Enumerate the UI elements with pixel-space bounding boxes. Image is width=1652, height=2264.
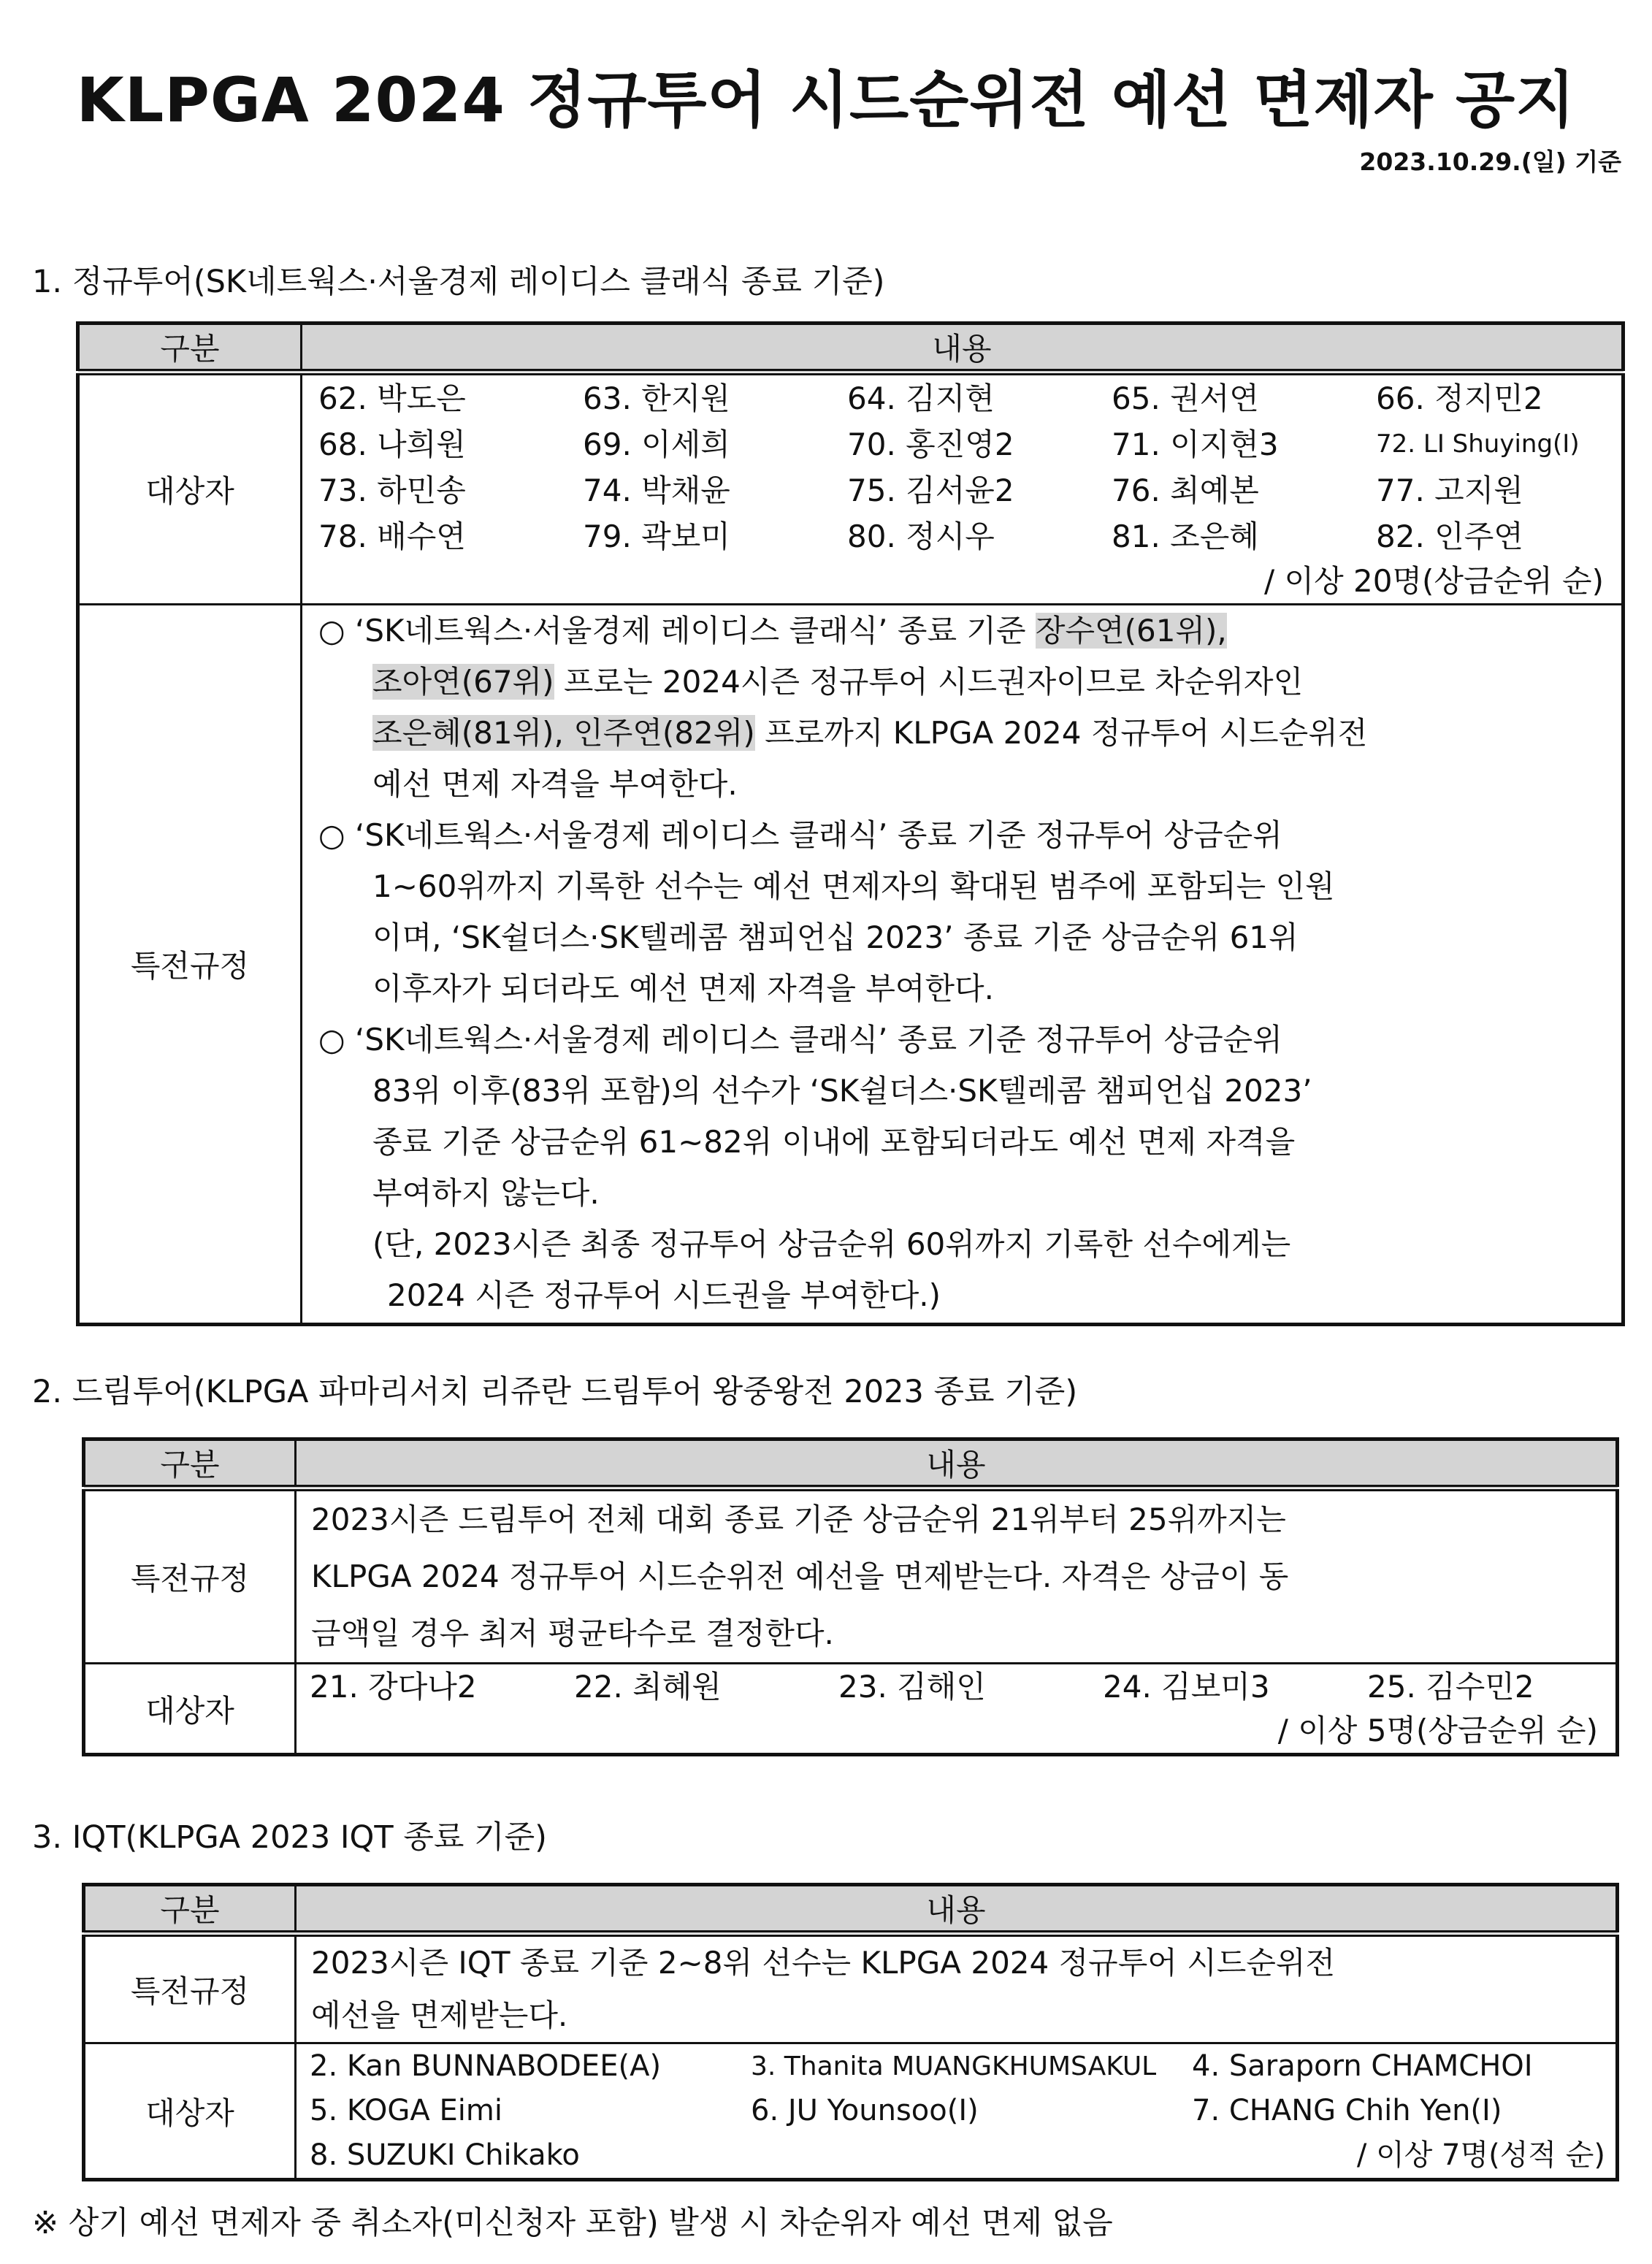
list-item: 80. 정시우 [847,519,995,554]
list-item: 79. 곽보미 [583,519,730,554]
targets-label: 대상자 [84,2043,296,2180]
list-item: 82. 인주연 [1376,519,1523,554]
player-list [297,1664,1615,1709]
column-header-category: 구분 [84,1885,296,1934]
reference-date: 2023.10.29.(일) 기준 [1359,148,1621,176]
rules-label: 특전규정 [78,605,302,1325]
rule-text: 프로는 2024시즌 정규투어 시드권자이므로 차순위자인 [554,664,1304,700]
targets-row [84,2043,1618,2180]
section2-table [82,1437,1619,1756]
rule-text: 2023시즌 드림투어 전체 대회 종료 기준 상금순위 21위부터 25위까지는 [311,1502,1286,1537]
list-item: 62. 박도은 [318,380,466,416]
rule-text: 부여하지 않는다. [372,1175,600,1211]
section3-table [82,1883,1619,2181]
targets-cell [302,372,1624,605]
list-item: 4. Saraporn CHAMCHOI [1192,2049,1533,2083]
list-item: 3. Thanita MUANGKHUMSAKUL [751,2051,1157,2081]
table-header-row [84,1439,1618,1488]
column-header-content: 내용 [296,1439,1618,1488]
targets-label: 대상자 [78,372,302,605]
rules-cell [302,605,1624,1325]
list-item: 78. 배수연 [318,519,466,554]
targets-total: / 이상 7명(성적 순) [1356,2138,1605,2172]
targets-total: / 이상 20명(상금순위 순) [1264,563,1604,599]
rules-row [84,1934,1618,2043]
rule-text: ○ ‘SK네트웍스·서울경제 레이디스 클래식’ 종료 기준 정규투어 상금순위 [318,817,1282,853]
list-item: 74. 박채윤 [583,473,730,508]
highlighted-text: 조아연(67위) [372,664,554,700]
list-item: 81. 조은혜 [1112,519,1259,554]
rule-text: KLPGA 2024 정규투어 시드순위전 예선을 면제받는다. 자격은 상금이 동 [311,1559,1289,1594]
list-item: 64. 김지현 [847,380,995,416]
rule-text: 2023시즌 IQT 종료 기준 2~8위 선수는 KLPGA 2024 정규투어 시드순위전 [311,1945,1336,1981]
list-item: 66. 정지민2 [1376,380,1543,416]
list-item: 63. 한지원 [583,380,730,416]
list-item: 76. 최예본 [1112,473,1259,508]
targets-row [78,372,1624,605]
highlighted-text: 조은혜(81위), 인주연(82위) [372,715,755,751]
targets-cell [296,1664,1618,1755]
rule-text: 83위 이후(83위 포함)의 선수가 ‘SK쉴더스·SK텔레콤 챔피언십 2023’ [372,1073,1312,1109]
list-item: 7. CHANG Chih Yen(I) [1192,2094,1502,2127]
list-item: 65. 권서연 [1112,380,1259,416]
table-header-row [84,1885,1618,1934]
section1-heading: 1. 정규투어(SK네트웍스·서울경제 레이디스 클래식 종료 기준) [32,264,885,300]
targets-label: 대상자 [84,1664,296,1755]
list-item: 73. 하민송 [318,473,466,508]
rule-text: 종료 기준 상금순위 61~82위 이내에 포함되더라도 예선 면제 자격을 [372,1124,1296,1160]
rule-text: 이후자가 되더라도 예선 면제 자격을 부여한다. [372,971,994,1006]
rules-label: 특전규정 [84,1488,296,1664]
list-item: 68. 나희원 [318,427,466,462]
highlighted-text: 장수연(61위), [1035,613,1227,649]
section2-heading: 2. 드림투어(KLPGA 파마리서치 리쥬란 드림투어 왕중왕전 2023 종료 기준) [32,1374,1078,1410]
list-item: 75. 김서윤2 [847,473,1014,508]
rule-text: ○ ‘SK네트웍스·서울경제 레이디스 클래식’ 종료 기준 [318,613,1036,649]
rules-cell [296,1934,1618,2043]
column-header-content: 내용 [302,324,1624,372]
rules-row [84,1488,1618,1664]
list-item: 70. 홍진영2 [847,427,1014,462]
rule-text: (단, 2023시즌 최종 정규투어 상금순위 60위까지 기록한 선수에게는 [372,1226,1291,1262]
section3-heading: 3. IQT(KLPGA 2023 IQT 종료 기준) [32,1819,547,1856]
list-item: 2. Kan BUNNABODEE(A) [310,2049,662,2083]
rules-cell [296,1488,1618,1664]
player-list [302,375,1621,559]
column-header-category: 구분 [78,324,302,372]
column-header-category: 구분 [84,1439,296,1488]
rule-text: 1~60위까지 기록한 선수는 예선 면제자의 확대된 범주에 포함되는 인원 [372,868,1335,904]
rule-text: 예선을 면제받는다. [311,1997,568,2033]
rules-label: 특전규정 [84,1934,296,2043]
table-header-row [78,324,1624,372]
list-item: 69. 이세희 [583,427,730,462]
list-item: 6. JU Younsoo(I) [751,2094,979,2127]
list-item: 23. 김해인 [838,1669,986,1705]
list-item: 77. 고지원 [1376,473,1523,508]
list-item: 5. KOGA Eimi [310,2094,502,2127]
footnote: ※ 상기 예선 면제자 중 취소자(미신청자 포함) 발생 시 차순위자 예선 면제 없음 [32,2205,1113,2241]
column-header-content: 내용 [296,1885,1618,1934]
rules-text [302,605,1621,1321]
list-item: 72. LI Shuying(I) [1376,429,1580,459]
list-item: 71. 이지현3 [1112,427,1279,462]
rule-text: 2024 시즌 정규투어 시드권을 부여한다.) [387,1277,941,1313]
targets-total: / 이상 5명(상금순위 순) [1277,1713,1598,1748]
list-item: 25. 김수민2 [1367,1669,1534,1705]
rule-text: 이며, ‘SK쉴더스·SK텔레콤 챔피언십 2023’ 종료 기준 상금순위 61위 [372,919,1299,955]
rule-text: ○ ‘SK네트웍스·서울경제 레이디스 클래식’ 종료 기준 정규투어 상금순위 [318,1022,1282,1058]
player-list [297,2044,1615,2178]
rule-text: 금액일 경우 최저 평균타수로 결정한다. [311,1615,834,1651]
targets-row [84,1664,1618,1755]
page-title: KLPGA 2024 정규투어 시드순위전 예선 면제자 공지 [76,64,1576,136]
list-item: 24. 김보미3 [1103,1669,1270,1705]
list-item: 21. 강다나2 [310,1669,477,1705]
rule-text: 예선 면제 자격을 부여한다. [372,766,738,802]
list-item: 8. SUZUKI Chikako [310,2138,580,2172]
section1-table [76,321,1625,1326]
rule-text: 프로까지 KLPGA 2024 정규투어 시드순위전 [754,715,1368,751]
rules-row [78,605,1624,1325]
list-item: 22. 최혜원 [574,1669,722,1705]
targets-cell [296,2043,1618,2180]
